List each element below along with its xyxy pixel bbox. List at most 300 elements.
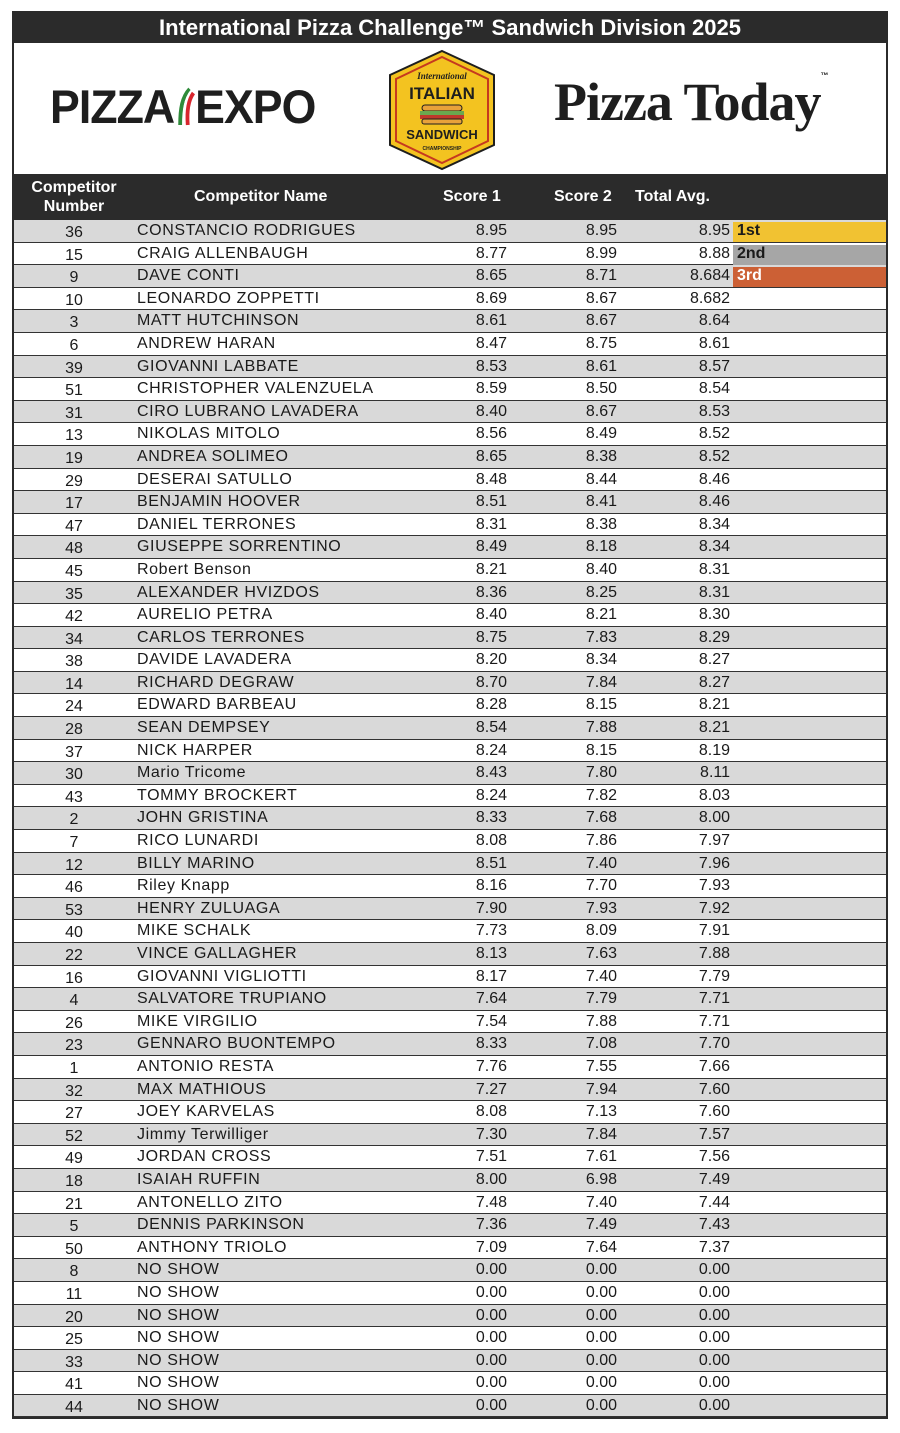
score-2: 8.71 — [585, 267, 617, 285]
competitor-name: BILLY MARINO — [137, 854, 255, 872]
table-row — [14, 943, 886, 966]
competitor-number: 19 — [65, 449, 83, 467]
score-2: 7.84 — [585, 673, 617, 691]
score-1: 8.21 — [475, 560, 507, 578]
score-2: 6.98 — [585, 1170, 617, 1188]
score-1: 8.20 — [475, 651, 507, 669]
total-average: 8.46 — [698, 493, 730, 511]
competitor-number: 15 — [65, 246, 83, 264]
score-1: 8.77 — [475, 244, 507, 262]
table-row — [14, 966, 886, 989]
competitor-name: SEAN DEMPSEY — [137, 719, 271, 737]
competitor-name: NO SHOW — [137, 1261, 220, 1279]
table-row — [14, 1192, 886, 1215]
competitor-number: 11 — [65, 1285, 83, 1303]
score-1: 8.33 — [475, 809, 507, 827]
competitor-number: 34 — [65, 630, 83, 648]
competitor-number: 14 — [65, 675, 83, 693]
score-1: 8.24 — [475, 786, 507, 804]
competitor-name: Jimmy Terwilliger — [137, 1125, 269, 1143]
competitor-number: 12 — [65, 856, 83, 874]
total-average: 7.79 — [698, 967, 730, 985]
competitor-name: CIRO LUBRANO LAVADERA — [137, 402, 359, 420]
competitor-number: 36 — [65, 224, 83, 241]
competitor-number: 37 — [65, 743, 83, 761]
table-row — [14, 649, 886, 672]
table-row — [14, 1214, 886, 1237]
badge-text-2: ITALIAN — [409, 84, 475, 103]
competitor-name: NIKOLAS MITOLO — [137, 425, 281, 443]
table-header — [14, 174, 886, 220]
table-row — [14, 627, 886, 650]
score-2: 8.18 — [585, 538, 617, 556]
competitor-name: NO SHOW — [137, 1283, 220, 1301]
score-1: 8.69 — [475, 289, 507, 307]
score-1: 8.08 — [475, 832, 507, 850]
competitor-number: 16 — [65, 969, 83, 987]
table-row — [14, 378, 886, 401]
total-average: 7.93 — [698, 877, 730, 895]
total-average: 7.92 — [698, 899, 730, 917]
competitor-number: 18 — [65, 1172, 83, 1190]
competitor-number: 43 — [65, 788, 83, 806]
total-average: 8.27 — [698, 673, 730, 691]
total-average: 8.95 — [698, 222, 730, 239]
score-2: 0.00 — [585, 1283, 617, 1301]
competitor-name: NICK HARPER — [137, 741, 253, 759]
competitor-name: Riley Knapp — [137, 877, 230, 895]
competitor-name: NO SHOW — [137, 1396, 220, 1414]
column-header-score2: Score 2 — [554, 188, 612, 205]
table-row — [14, 356, 886, 379]
logo-band — [14, 43, 886, 174]
table-row — [14, 582, 886, 605]
table-row — [14, 920, 886, 943]
total-average: 8.64 — [698, 312, 730, 330]
score-2: 8.15 — [585, 741, 617, 759]
competitor-name: CONSTANCIO RODRIGUES — [137, 222, 356, 239]
total-average: 7.57 — [698, 1125, 730, 1143]
table-row — [14, 401, 886, 424]
score-1: 8.65 — [475, 267, 507, 285]
table-row — [14, 740, 886, 763]
score-2: 0.00 — [585, 1374, 617, 1392]
score-1: 8.95 — [475, 222, 507, 239]
table-row — [14, 1305, 886, 1328]
total-average: 8.53 — [698, 402, 730, 420]
competitor-number: 53 — [65, 901, 83, 919]
table-row — [14, 536, 886, 559]
score-1: 8.24 — [475, 741, 507, 759]
total-average: 8.31 — [698, 583, 730, 601]
total-average: 0.00 — [698, 1306, 730, 1324]
score-1: 8.49 — [475, 538, 507, 556]
score-2: 8.75 — [585, 334, 617, 352]
competitor-number: 10 — [65, 291, 83, 309]
table-row — [14, 1056, 886, 1079]
competitor-number: 2 — [69, 811, 79, 829]
table-row — [14, 1011, 886, 1034]
competitor-number: 28 — [65, 721, 83, 739]
competitor-name: DANIEL TERRONES — [137, 515, 297, 533]
table-row — [14, 310, 886, 333]
score-2: 7.55 — [585, 1057, 617, 1075]
competitor-number: 17 — [65, 495, 83, 513]
column-header-score1: Score 1 — [443, 188, 501, 205]
competitor-name: RICHARD DEGRAW — [137, 673, 295, 691]
score-2: 7.82 — [585, 786, 617, 804]
total-average: 0.00 — [698, 1283, 730, 1301]
competitor-name: DENNIS PARKINSON — [137, 1216, 305, 1234]
score-2: 8.25 — [585, 583, 617, 601]
table-row — [14, 288, 886, 311]
score-1: 7.36 — [475, 1216, 507, 1234]
total-average: 7.88 — [698, 945, 730, 962]
total-average: 7.71 — [698, 990, 730, 1008]
score-2: 7.68 — [585, 809, 617, 827]
score-2: 8.44 — [585, 470, 617, 488]
competitor-name: MIKE VIRGILIO — [137, 1012, 258, 1030]
score-1: 0.00 — [475, 1374, 507, 1392]
table-row — [14, 1169, 886, 1192]
total-average: 0.00 — [698, 1261, 730, 1279]
competitor-number: 44 — [65, 1398, 83, 1416]
table-row — [14, 1395, 886, 1418]
score-1: 8.00 — [475, 1170, 507, 1188]
competitor-number: 26 — [65, 1014, 83, 1032]
competitor-number: 46 — [65, 879, 83, 897]
table-row — [14, 898, 886, 921]
table-row — [14, 672, 886, 695]
competitor-name: AURELIO PETRA — [137, 606, 273, 624]
table-row — [14, 220, 886, 243]
score-2: 8.50 — [585, 380, 617, 398]
score-1: 8.59 — [475, 380, 507, 398]
results-sheet — [12, 11, 888, 1419]
score-2: 8.95 — [585, 222, 617, 239]
competitor-name: DAVIDE LAVADERA — [137, 651, 292, 669]
score-1: 0.00 — [475, 1261, 507, 1279]
score-2: 7.79 — [585, 990, 617, 1008]
score-1: 8.65 — [475, 447, 507, 465]
total-average: 7.60 — [698, 1103, 730, 1121]
total-average: 8.88 — [698, 244, 730, 262]
total-average: 8.682 — [689, 289, 730, 307]
table-row — [14, 988, 886, 1011]
table-row — [14, 1372, 886, 1395]
pizza-expo-logo-text-2: EXPO — [195, 80, 316, 133]
competitor-number: 50 — [65, 1240, 83, 1258]
total-average: 8.03 — [698, 786, 730, 804]
score-1: 8.28 — [475, 696, 507, 714]
competitor-name: CARLOS TERRONES — [137, 628, 305, 646]
italian-sandwich-badge — [386, 49, 498, 171]
competitor-number: 23 — [65, 1037, 83, 1055]
table-row — [14, 1079, 886, 1102]
competitor-number: 30 — [65, 766, 83, 784]
competitor-number: 48 — [65, 540, 83, 558]
total-average: 8.21 — [698, 719, 730, 737]
table-row — [14, 853, 886, 876]
table-row — [14, 1350, 886, 1373]
competitor-name: ANDREW HARAN — [137, 334, 276, 352]
score-2: 8.61 — [585, 357, 617, 375]
column-header-name: Competitor Name — [194, 188, 328, 205]
competitor-number: 21 — [65, 1195, 83, 1213]
competitor-name: DAVE CONTI — [137, 267, 240, 285]
pizza-today-logo — [554, 71, 828, 133]
competitor-name: SALVATORE TRUPIANO — [137, 990, 327, 1008]
table-row — [14, 491, 886, 514]
competitor-number: 42 — [65, 608, 83, 626]
competitor-number: 29 — [65, 472, 83, 490]
score-2: 7.13 — [585, 1103, 617, 1121]
competitor-name: Mario Tricome — [137, 764, 247, 782]
table-row — [14, 559, 886, 582]
competitor-number: 45 — [65, 562, 83, 580]
score-2: 8.21 — [585, 606, 617, 624]
score-2: 7.40 — [585, 854, 617, 872]
score-2: 7.40 — [585, 967, 617, 985]
competitor-number: 3 — [69, 314, 79, 332]
competitor-number: 51 — [65, 382, 83, 400]
competitor-number: 41 — [65, 1376, 83, 1394]
total-average: 8.21 — [698, 696, 730, 714]
score-1: 7.64 — [475, 990, 507, 1008]
score-2: 8.15 — [585, 696, 617, 714]
table-row — [14, 469, 886, 492]
score-2: 8.09 — [585, 922, 617, 940]
column-header-number-line1: Competitor — [31, 179, 117, 196]
competitor-number: 7 — [69, 834, 79, 852]
table-row — [14, 446, 886, 469]
table-row — [14, 1282, 886, 1305]
total-average: 7.60 — [698, 1080, 730, 1098]
competitor-number: 20 — [65, 1308, 83, 1326]
score-1: 8.51 — [475, 854, 507, 872]
score-2: 8.41 — [585, 493, 617, 511]
competitor-name: GENNARO BUONTEMPO — [137, 1035, 336, 1053]
competitor-name: NO SHOW — [137, 1306, 220, 1324]
competitor-number: 52 — [65, 1127, 83, 1145]
total-average: 8.31 — [698, 560, 730, 578]
score-2: 7.88 — [585, 719, 617, 737]
competitor-name: GIUSEPPE SORRENTINO — [137, 538, 342, 556]
score-1: 8.33 — [475, 1035, 507, 1053]
competitor-name: NO SHOW — [137, 1351, 220, 1369]
table-row — [14, 717, 886, 740]
total-average: 8.11 — [700, 764, 730, 782]
competitor-number: 6 — [69, 336, 79, 354]
score-2: 7.61 — [585, 1148, 617, 1166]
score-1: 0.00 — [475, 1306, 507, 1324]
score-1: 7.27 — [475, 1080, 507, 1098]
competitor-number: 31 — [65, 404, 83, 422]
score-2: 0.00 — [585, 1306, 617, 1324]
table-row — [14, 875, 886, 898]
table-row — [14, 265, 886, 288]
place-badge: 3rd — [733, 267, 886, 287]
score-2: 0.00 — [585, 1351, 617, 1369]
total-average: 7.97 — [698, 832, 730, 850]
score-1: 8.47 — [475, 334, 507, 352]
total-average: 0.00 — [698, 1351, 730, 1369]
score-1: 8.54 — [475, 719, 507, 737]
score-1: 0.00 — [475, 1283, 507, 1301]
score-2: 7.83 — [585, 628, 617, 646]
total-average: 8.52 — [698, 447, 730, 465]
results-table-body — [14, 220, 886, 1417]
score-2: 7.84 — [585, 1125, 617, 1143]
score-1: 8.13 — [475, 945, 507, 962]
competitor-name: MAX MATHIOUS — [137, 1080, 267, 1098]
competitor-number: 24 — [65, 698, 83, 716]
competitor-name: LEONARDO ZOPPETTI — [137, 289, 320, 307]
table-row — [14, 1101, 886, 1124]
competitor-number: 39 — [65, 359, 83, 377]
competitor-number: 47 — [65, 517, 83, 535]
score-1: 8.08 — [475, 1103, 507, 1121]
score-2: 7.94 — [585, 1080, 617, 1098]
competitor-name: BENJAMIN HOOVER — [137, 493, 301, 511]
total-average: 7.56 — [698, 1148, 730, 1166]
score-2: 0.00 — [585, 1396, 617, 1414]
score-2: 8.99 — [585, 244, 617, 262]
score-1: 7.76 — [475, 1057, 507, 1075]
score-1: 8.36 — [475, 583, 507, 601]
column-header-number-line2: Number — [43, 198, 105, 215]
score-2: 7.40 — [585, 1193, 617, 1211]
score-1: 7.51 — [475, 1148, 507, 1166]
pizza-expo-logo — [50, 79, 315, 134]
score-1: 8.16 — [475, 877, 507, 895]
table-row — [14, 604, 886, 627]
competitor-name: JOEY KARVELAS — [137, 1103, 275, 1121]
total-average: 8.30 — [698, 606, 730, 624]
score-1: 8.51 — [475, 493, 507, 511]
table-row — [14, 1124, 886, 1147]
total-average: 8.34 — [698, 515, 730, 533]
competitor-name: DESERAI SATULLO — [137, 470, 293, 488]
score-1: 8.56 — [475, 425, 507, 443]
italian-flag-icon — [174, 87, 195, 127]
total-average: 7.70 — [698, 1035, 730, 1053]
score-1: 8.70 — [475, 673, 507, 691]
score-1: 0.00 — [475, 1329, 507, 1347]
total-average: 0.00 — [698, 1329, 730, 1347]
competitor-name: GIOVANNI VIGLIOTTI — [137, 967, 307, 985]
score-2: 7.63 — [585, 945, 617, 962]
score-2: 8.67 — [585, 289, 617, 307]
competitor-name: VINCE GALLAGHER — [137, 945, 298, 962]
competitor-name: ANDREA SOLIMEO — [137, 447, 289, 465]
competitor-name: NO SHOW — [137, 1374, 220, 1392]
score-2: 7.80 — [585, 764, 617, 782]
score-2: 8.67 — [585, 312, 617, 330]
total-average: 7.37 — [698, 1238, 730, 1256]
score-1: 8.40 — [475, 606, 507, 624]
table-row — [14, 762, 886, 785]
table-row — [14, 1146, 886, 1169]
table-row — [14, 514, 886, 537]
competitor-number: 1 — [69, 1059, 79, 1077]
score-1: 8.31 — [475, 515, 507, 533]
score-2: 7.86 — [585, 832, 617, 850]
competitor-name: JORDAN CROSS — [137, 1148, 272, 1166]
total-average: 8.19 — [698, 741, 730, 759]
competitor-number: 27 — [65, 1105, 83, 1123]
competitor-name: MATT HUTCHINSON — [137, 312, 300, 330]
total-average: 8.34 — [698, 538, 730, 556]
table-row — [14, 1259, 886, 1282]
score-2: 8.67 — [585, 402, 617, 420]
score-2: 8.38 — [585, 515, 617, 533]
score-2: 7.64 — [585, 1238, 617, 1256]
table-row — [14, 1237, 886, 1260]
table-row — [14, 830, 886, 853]
competitor-name: NO SHOW — [137, 1329, 220, 1347]
score-1: 7.73 — [475, 922, 507, 940]
score-2: 8.49 — [585, 425, 617, 443]
competitor-number: 33 — [65, 1353, 83, 1371]
competitor-name: EDWARD BARBEAU — [137, 696, 297, 714]
competitor-number: 22 — [65, 947, 83, 964]
score-1: 8.17 — [475, 967, 507, 985]
total-average: 7.96 — [698, 854, 730, 872]
total-average: 7.43 — [698, 1216, 730, 1234]
competitor-name: JOHN GRISTINA — [137, 809, 269, 827]
table-row — [14, 1033, 886, 1056]
pizza-today-tm: ™ — [820, 71, 828, 80]
place-badge: 1st — [733, 222, 886, 242]
total-average: 8.61 — [698, 334, 730, 352]
score-2: 0.00 — [585, 1329, 617, 1347]
competitor-number: 35 — [65, 585, 83, 603]
score-1: 8.75 — [475, 628, 507, 646]
column-header-avg: Total Avg. — [635, 188, 710, 205]
table-row — [14, 243, 886, 266]
competitor-number: 25 — [65, 1331, 83, 1349]
table-row — [14, 333, 886, 356]
total-average: 7.91 — [698, 922, 730, 940]
competitor-number: 49 — [65, 1150, 83, 1168]
total-average: 8.684 — [689, 267, 730, 285]
competitor-name: ANTONELLO ZITO — [137, 1193, 283, 1211]
table-row — [14, 807, 886, 830]
total-average: 8.00 — [698, 809, 730, 827]
competitor-number: 38 — [65, 653, 83, 671]
total-average: 7.44 — [698, 1193, 730, 1211]
badge-text-4: CHAMPIONSHIP — [422, 146, 462, 152]
total-average: 8.46 — [698, 470, 730, 488]
total-average: 8.57 — [698, 357, 730, 375]
score-2: 7.70 — [585, 877, 617, 895]
score-2: 8.40 — [585, 560, 617, 578]
competitor-name: ANTONIO RESTA — [137, 1057, 275, 1075]
column-header-number — [22, 178, 126, 216]
score-2: 7.49 — [585, 1216, 617, 1234]
score-1: 8.43 — [475, 764, 507, 782]
competitor-name: ANTHONY TRIOLO — [137, 1238, 288, 1256]
competitor-name: HENRY ZULUAGA — [137, 899, 281, 917]
score-1: 8.53 — [475, 357, 507, 375]
pizza-expo-logo-text-1: PIZZA — [50, 80, 175, 133]
score-1: 7.54 — [475, 1012, 507, 1030]
page-title: International Pizza Challenge™ Sandwich Division 2025 — [14, 13, 886, 43]
table-row — [14, 423, 886, 446]
competitor-number: 40 — [65, 924, 83, 942]
total-average: 8.29 — [698, 628, 730, 646]
